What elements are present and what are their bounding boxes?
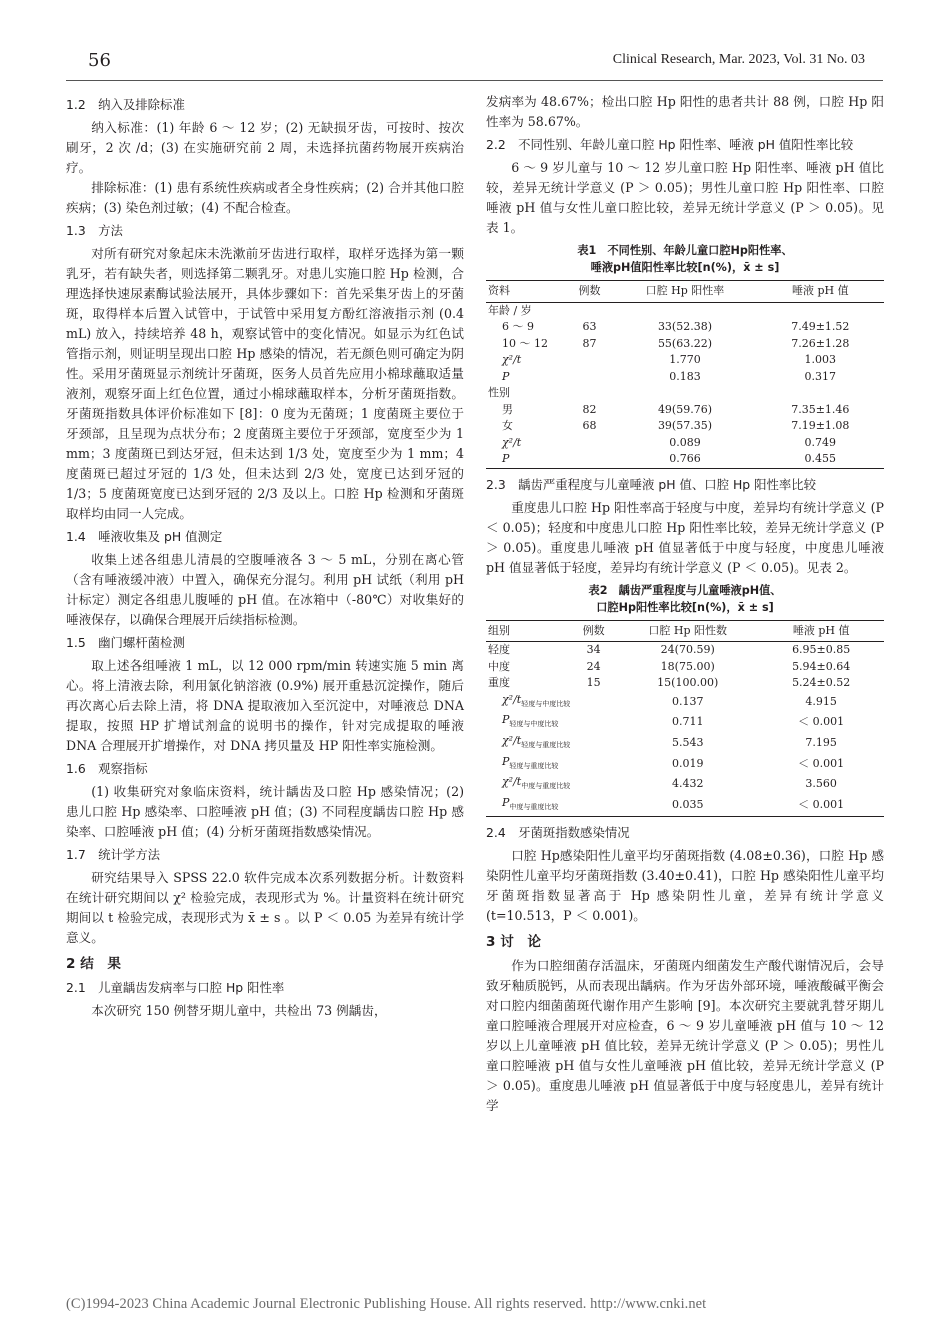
table-cell: 0.766 [613, 451, 756, 468]
section-1-3-title: 1.3 方法 [66, 223, 123, 238]
table-cell: 49(59.76) [657, 402, 713, 416]
table-row [486, 352, 884, 369]
table-cell [566, 451, 614, 468]
table-cell-label [486, 659, 570, 676]
methods-paragraph: 对所有研究对象起床未洗漱前牙齿进行取样，取样牙选择为第一颗乳牙，若有缺失者，则选择第二颗乳牙。对患儿实施口腔 Hp 检测，合理选择快速尿素酶试验法展开，具体步骤如下：首先采集牙齿上的牙菌斑，取得样本后置入试管中，于试管中采用复方酚红溶液指示剂 (0.4 mL) 放入，持续培养 48 h，观察试管中的变化情况。如显示为红色试管指示剂，则证明呈现出口腔 Hp 感染的情况，若无颜色则可确定为阴性。采用牙菌斑显示剂统计牙菌斑，医务人员首先应用小棉球蘸取适量液剂，观察牙面上红色位置，通过小棉球蘸取样本，分析牙菌斑指数。牙菌斑指数具体评价标准如下 [8]：0 度为无菌斑；1 度菌斑主要位于牙颈部，且呈现为点状分布；2 度菌斑主要位于牙颈部，宽度至少为 1 mm；3 度菌斑已到达牙冠，但未达到 1/3 处，宽度至少为 1 mm；4 度菌斑已超过牙冠的 1/3 处，但未达到 2/3 处，宽度已达到牙冠的 1/3；5 度菌斑宽度已达到牙冠的 2/3 及以上。口腔 Hp 检测和牙菌斑取样均由同一人完成。 [66, 246, 464, 521]
table-cell-label [486, 712, 570, 733]
table-cell: 0.137 [671, 694, 704, 708]
table-cell-label [486, 319, 566, 336]
table2-caption-line1: 表2 龋齿严重程度与儿童唾液pH值、 [588, 583, 782, 597]
table-cell: 24 [586, 659, 601, 673]
table-cell-text: χ²/t [502, 733, 522, 747]
table-cell-label [486, 385, 566, 402]
table2 [486, 620, 884, 817]
table-row [486, 692, 884, 713]
table-cell-subscript: 轻度与中度比较 [521, 699, 571, 708]
copyright-footer: (C)1994-2023 China Academic Journal Electronic Publishing House. All rights reserved. http://www.cnki.net [66, 1296, 707, 1312]
table-cell-text: P [502, 713, 510, 727]
table-cell: 1.770 [669, 353, 701, 366]
table-cell: 0.749 [804, 435, 837, 449]
table-cell: 63 [582, 320, 597, 333]
section-2-1-title: 2.1 儿童龋齿发病率与口腔 Hp 阳性率 [66, 980, 285, 995]
table-row [486, 418, 884, 435]
table2-header: 口腔 Hp 阳性数 [617, 620, 758, 642]
table-row [486, 451, 884, 468]
table-cell: 68 [582, 419, 597, 432]
table-row [486, 402, 884, 419]
table1-caption [486, 242, 884, 276]
table-cell: 82 [582, 402, 597, 416]
section-1-2-title: 1.2 纳入及排除标准 [66, 97, 185, 112]
table1-caption-line1: 表1 不同性别、年龄儿童口腔Hp阳性率、 [577, 244, 793, 257]
table-cell-label [486, 418, 566, 435]
table-row [486, 642, 884, 659]
table-row [486, 385, 884, 402]
table-cell: 7.19±1.08 [791, 419, 850, 432]
table-cell: 24(70.59) [660, 643, 715, 656]
table-row [486, 336, 884, 353]
table1-body [486, 302, 884, 468]
section-2-title: 2 结 果 [66, 956, 121, 972]
table-row [486, 659, 884, 676]
table1-header: 资料 [486, 281, 566, 303]
table-cell: 7.35±1.46 [791, 402, 850, 416]
table-cell-label [486, 754, 570, 775]
table2-caption [486, 582, 884, 616]
table-cell-text: 轻度 [488, 643, 510, 656]
table-row [486, 369, 884, 386]
table-row [486, 302, 884, 319]
table-cell: 0.035 [617, 795, 758, 816]
table-cell-label [486, 352, 566, 369]
section-1-7-title: 1.7 统计学方法 [66, 847, 161, 862]
table-cell-text: χ²/t [502, 353, 522, 366]
hp-detection-paragraph: 取上述各组唾液 1 mL，以 12 000 rpm/min 转速实施 5 min 离心。将上清液去除，利用氯化钠溶液 (0.9%) 展开重悬沉淀操作，随后再次离心后去除上清，将 DNA 提取液加入至沉淀中，对唾液总 DNA 提取，按照 HP 扩增试剂盒的说明书的操作，针对完成提取的唾液 DNA 合理展开扩增操作，对 DNA 拷贝量及 HP 阳性率实施检测。 [66, 658, 464, 753]
table-cell-text: 女 [502, 419, 513, 432]
table-cell-label [486, 642, 570, 659]
table2-body [486, 642, 884, 817]
table-cell-subscript: 中度与重度比较 [521, 782, 571, 791]
table-cell [570, 733, 617, 754]
table-cell-label [486, 774, 570, 795]
table-cell: 7.26±1.28 [791, 336, 850, 350]
indicators-paragraph: (1) 收集研究对象临床资料，统计龋齿及口腔 Hp 感染情况；(2) 患儿口腔 Hp 感染率、口腔唾液 pH 值；(3) 不同程度龋齿口腔 Hp 感染率、口腔唾液 pH 值；(4) 分析牙菌斑指数感染情况。 [66, 784, 464, 839]
table-cell [570, 712, 617, 733]
table-cell-label [486, 675, 570, 692]
table1-header: 例数 [566, 281, 614, 303]
table-cell-text: 10 ～ 12 [502, 336, 548, 350]
table-cell: 0.711 [671, 715, 704, 729]
table-cell-label [486, 451, 566, 468]
section-1-6-title: 1.6 观察指标 [66, 761, 148, 776]
table-cell: 4.915 [805, 694, 837, 708]
table2-caption-line2: 口腔Hp阳性率比较[n(%)，x̄ ± s] [596, 600, 774, 614]
discussion-paragraph: 作为口腔细菌存活温床，牙菌斑内细菌发生产酸代谢情况后，会导致牙釉质脱钙，从而表现出龋病。作为牙齿外部环境，唾液酸碱平衡会对口腔内细菌菌斑代谢作用产生影响 [9]。本次研究主要就乳替牙期儿童口腔唾液合理展开对应检查，6 ～ 9 岁儿童唾液 pH 值与 10 ～ 12 岁以上儿童唾液 pH 值比较，差异无统计学意义 (P ＞ 0.05)；男性儿童口腔唾液 pH 值与女性儿童唾液 pH 值比较，差异无统计学意义 (P ＞ 0.05)。重度患儿唾液 pH 值显著低于中度与轻度患儿，差异有统计学 [486, 957, 884, 1113]
table-cell: 39(57.35) [657, 419, 713, 432]
table-cell: 34 [586, 643, 601, 656]
table-cell: 0.089 [669, 435, 701, 449]
table-cell-label [486, 795, 570, 816]
table-cell [566, 302, 614, 319]
inclusion-criteria: 纳入标准：(1) 年龄 6 ～ 12 岁；(2) 无缺损牙齿，可按时、按次刷牙，2 次 /d；(3) 在实施研究前 2 周，未选择抗菌药物展开疾病治疗。 [66, 120, 464, 175]
table-cell: 15(100.00) [657, 676, 719, 689]
table-cell-text: P [502, 754, 510, 768]
table-cell-label [486, 435, 566, 452]
table-cell [757, 385, 884, 402]
table-cell-text: 重度 [488, 676, 510, 689]
section-2-3-title: 2.3 龋齿严重程度与儿童唾液 pH 值、口腔 Hp 阳性率比较 [486, 476, 817, 492]
table-cell: 15 [586, 676, 601, 689]
table1-caption-line2: 唾液pH值阳性率比较[n(%)，x̄ ± s] [590, 261, 780, 274]
severity-paragraph: 重度患儿口腔 Hp 阳性率高于轻度与中度，差异均有统计学意义 (P ＜ 0.05)；轻度和中度患儿口腔 Hp 阳性率比较，差异无统计学意义 (P ＞ 0.05)。重度患儿唾液 pH 值显著低于中度与轻度，中度患儿唾液 pH 值显著低于轻度，差异均有统计学意义 (P ＜ 0.05)。见表 2。 [486, 499, 884, 575]
table-cell: 7.195 [805, 735, 837, 749]
statistics-paragraph: 研究结果导入 SPSS 22.0 软件完成本次系列数据分析。计数资料在统计研究期间以 χ² 检验完成，表现形式为 %。计量资料在统计研究期间以 t 检验完成，表现形式为 x̄ ± s 。以 P ＜ 0.05 为差异有统计学意义。 [66, 870, 464, 945]
table1-header: 口腔 Hp 阳性率 [613, 281, 756, 303]
section-2-2-title: 2.2 不同性别、年龄儿童口腔 Hp 阳性率、唾液 pH 值阳性率比较 [486, 137, 854, 152]
exclusion-criteria: 排除标准：(1) 患有系统性疾病或者全身性疾病；(2) 合并其他口腔疾病；(3) 染色剂过敏；(4) 不配合检查。 [66, 180, 464, 215]
table-cell: 0.317 [804, 369, 837, 383]
journal-citation: Clinical Research, Mar. 2023, Vol. 31 No. 03 [612, 52, 865, 67]
table-cell-label [486, 302, 566, 319]
table-cell-subscript: 轻度与重度比较 [521, 741, 571, 750]
table-row [486, 712, 884, 733]
table-cell: 5.24±0.52 [792, 676, 851, 689]
left-column [66, 92, 464, 1021]
header-rule [66, 80, 883, 81]
table-cell-label [486, 369, 566, 386]
table-cell: 5.543 [671, 735, 704, 749]
table-cell-text: χ²/t [502, 775, 522, 789]
table-row [486, 675, 884, 692]
table-cell [570, 795, 617, 816]
age-gender-paragraph: 6 ～ 9 岁儿童与 10 ～ 12 岁儿童口腔 Hp 阳性率、唾液 pH 值比较，差异无统计学意义 (P ＞ 0.05)；男性儿童口腔 Hp 阳性率、口腔唾液 pH 值与女性儿童口腔比较，差异无统计学意义 (P ＞ 0.05)。见表 1。 [486, 160, 884, 235]
table1-header: 唾液 pH 值 [757, 281, 884, 303]
table-row [486, 319, 884, 336]
table-cell [566, 352, 614, 369]
table-cell-text: 中度 [488, 659, 510, 673]
table2-header: 组别 [486, 620, 570, 642]
table-cell-text: 6 ～ 9 [502, 320, 534, 333]
page-number: 56 [88, 50, 111, 71]
table-cell-text: P [502, 795, 510, 809]
table-cell [613, 385, 756, 402]
table-cell: 7.49±1.52 [791, 320, 850, 333]
results-paragraph-cont: 发病率为 48.67%；检出口腔 Hp 阳性的患者共计 88 例，口腔 Hp 阳性率为 58.67%。 [486, 94, 884, 129]
table-cell-label [486, 336, 566, 353]
table-cell [566, 385, 614, 402]
section-1-5-title: 1.5 幽门螺杆菌检测 [66, 635, 185, 650]
right-column [486, 92, 884, 1116]
table-cell: 4.432 [671, 777, 704, 791]
table-cell: 5.94±0.64 [792, 659, 851, 673]
table-cell [566, 435, 614, 452]
table2-header: 唾液 pH 值 [758, 620, 884, 642]
table-cell: ＜ 0.001 [798, 756, 845, 770]
section-3-title: 3 讨 论 [486, 933, 541, 950]
table-row [486, 435, 884, 452]
table-cell-text: P [502, 452, 510, 465]
table-cell-text: 年龄 / 岁 [488, 303, 532, 317]
table-cell: 18(75.00) [660, 659, 715, 673]
table1 [486, 280, 884, 469]
table-cell: 0.019 [671, 756, 704, 770]
table-cell-text: 性别 [488, 386, 510, 399]
page-header [88, 50, 865, 76]
table-cell [570, 692, 617, 713]
results-paragraph-start: 本次研究 150 例替牙期儿童中，共检出 73 例龋齿， [91, 1003, 387, 1018]
plaque-paragraph: 口腔 Hp感染阳性儿童平均牙菌斑指数 (4.08±0.36)，口腔 Hp 感染阴性儿童平均牙菌斑指数 (3.40±0.41)，口腔 Hp 感染阳性儿童平均牙菌斑指数显著高于 Hp 感染阴性儿童，差异有统计学意义 (t=10.513，P ＜ 0.001)。 [486, 847, 884, 923]
table-cell-text: χ²/t [502, 435, 522, 449]
table-cell-text: 男 [502, 402, 513, 416]
table-cell-subscript: 轻度与中度比较 [509, 720, 559, 729]
table-cell [570, 754, 617, 775]
table-row [486, 795, 884, 816]
table-cell-label [486, 733, 570, 754]
table-cell: 0.183 [669, 369, 701, 383]
table-cell [757, 302, 884, 319]
table-cell: 6.95±0.85 [792, 643, 851, 656]
table-row [486, 733, 884, 754]
table-cell [613, 302, 756, 319]
section-2-4-title: 2.4 牙菌斑指数感染情况 [486, 824, 630, 840]
table-row [486, 754, 884, 775]
table-cell-text: P [502, 369, 510, 383]
saliva-paragraph: 收集上述各组患儿清晨的空腹唾液各 3 ～ 5 mL，分别在离心管（含有唾液缓冲液）中置入，确保充分混匀。利用 pH 试纸（利用 pH 计标定）测定各组患儿腹唾的 pH 值。在冰箱中（-80℃）对收集好的唾液保存，以确保合理展开后续指标检测。 [66, 552, 464, 627]
table-cell-label [486, 402, 566, 419]
table-cell: 0.455 [757, 451, 884, 468]
table-cell: 55(63.22) [657, 336, 713, 350]
table-cell-subscript: 中度与重度比较 [509, 803, 559, 812]
table-cell-label [486, 692, 570, 713]
table-cell [566, 369, 614, 386]
table-cell: ＜ 0.001 [758, 795, 884, 816]
table-cell: ＜ 0.001 [798, 715, 845, 729]
table-cell: 1.003 [804, 353, 837, 366]
section-1-4-title: 1.4 唾液收集及 pH 值测定 [66, 529, 223, 544]
table-cell-text: χ²/t [502, 692, 522, 706]
table-cell: 33(52.38) [657, 320, 713, 333]
table-cell [570, 774, 617, 795]
table-cell: 87 [582, 336, 597, 350]
table2-header: 例数 [570, 620, 617, 642]
table-cell: 3.560 [805, 777, 837, 791]
table-cell-subscript: 轻度与重度比较 [509, 761, 559, 770]
table-row [486, 774, 884, 795]
